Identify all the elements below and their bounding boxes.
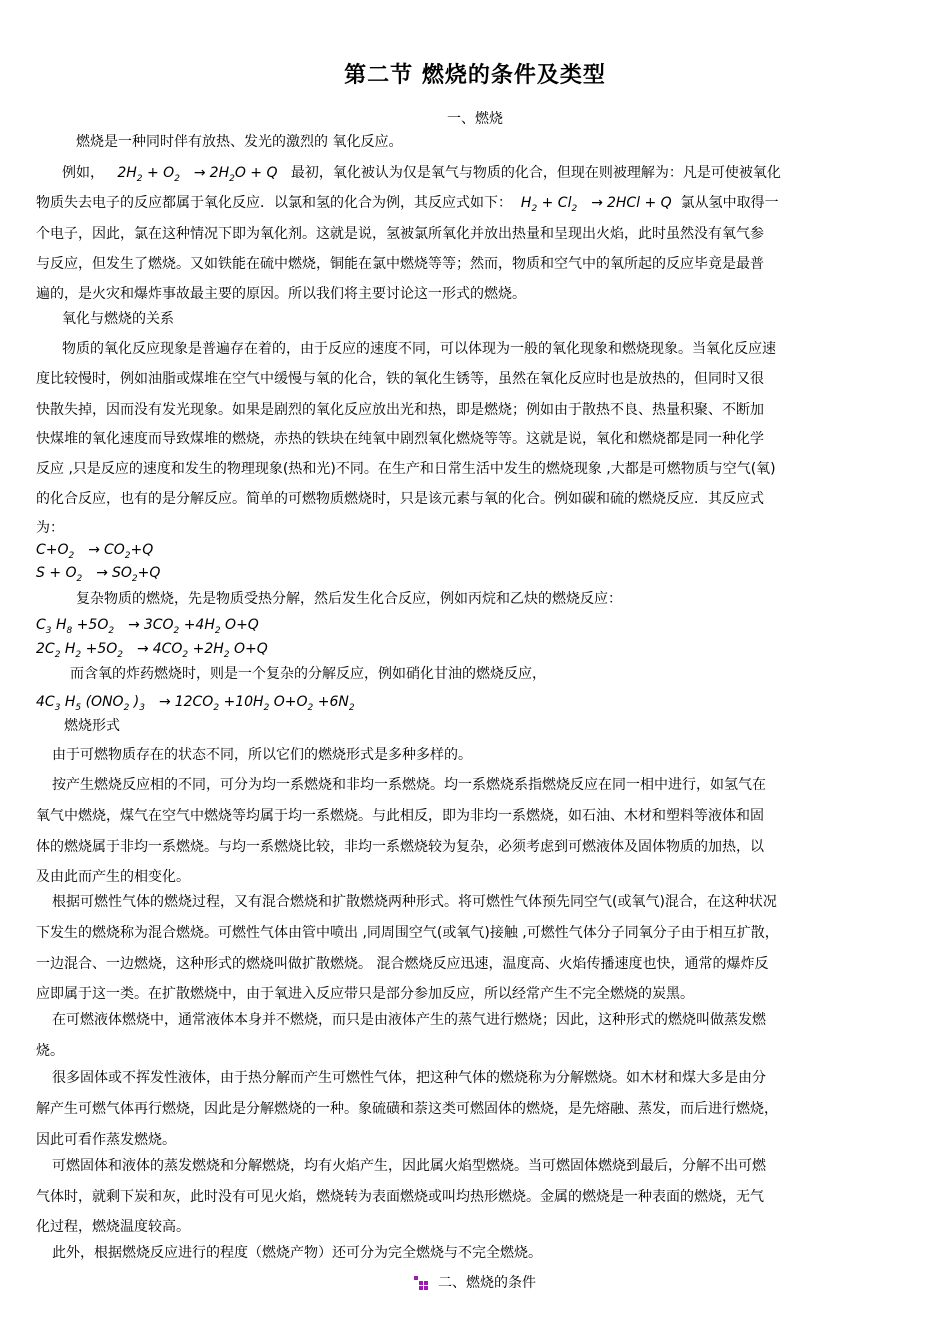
paragraph-line: 因此可看作蒸发燃烧。 [36,1132,176,1148]
paragraph-line: 按产生燃烧反应相的不同，可分为均一系燃烧和非均一系燃烧。均一系燃烧系指燃烧反应在同一相中进行，如氢气在 [52,777,766,793]
paragraph-line: 度比较慢时，例如油脂或煤堆在空气中缓慢与氧的化合，铁的氧化生锈等，虽然在氧化反应时也是放热的，但同时又很 [36,371,764,387]
formula-sulfur: $S + O_2 \to SO_2+Q$ [36,565,161,584]
paragraph-line: 个电子，因此，氯在这种情况下即为氧化剂。这就是说，氢被氯所氧化并放出热量和呈现出火焰，此时虽然没有氧气参 [36,226,764,242]
page-title: 第二节 燃烧的条件及类型 [344,63,606,88]
paragraph-line: 下发生的燃烧称为混合燃烧。可燃性气体由管中喷出 ,同周围空气(或氧气)接触 ,可燃性气体分子同氧分子由于相互扩散， [36,925,779,941]
subheading-combustion-forms: 燃烧形式 [64,718,120,734]
section-heading-conditions: 二、燃烧的条件 [0,1272,950,1292]
paragraph-line: 一边混合、一边燃烧，这种形式的燃烧叫做扩散燃烧。 混合燃烧反应迅速，温度高、火焰传播速度也快，通常的爆炸反 [36,956,769,972]
paragraph-line: 在可燃液体燃烧中，通常液体本身并不燃烧，而只是由液体产生的蒸气进行燃烧；因此，这种形式的燃烧叫做蒸发燃 [52,1012,766,1028]
formula-nitroglycerin: $4C_3$ $H_5$ ($ONO_2$ )$_3 \to 12CO_2 +10H_2$ $O+O_2 +6N_2$ [36,694,355,713]
paragraph-line: 燃烧是一种同时伴有放热、发光的激烈的 氧化反应。 [76,134,403,150]
paragraph-line: 遍的，是火灾和爆炸事故最主要的原因。所以我们将主要讨论这一形式的燃烧。 [36,286,526,302]
paragraph-line: 解产生可燃气体再行燃烧，因此是分解燃烧的一种。象硫磺和萘这类可燃固体的燃烧，是先熔融、蒸发，而后进行燃烧， [36,1101,778,1117]
paragraph-line: 很多固体或不挥发性液体，由于热分解而产生可燃性气体，把这种气体的燃烧称为分解燃烧。如木材和煤大多是由分 [52,1070,766,1086]
paragraph-line: 例如， $2H_2 + O_2 \to 2H_2O + Q$ 最初，氧化被认为仅是氧气与物质的化合，但现在则被理解为：凡是可使被氧化 [62,165,781,184]
paragraph-line: 快煤堆的氧化速度而导致煤堆的燃烧，赤热的铁块在纯氧中剧烈氧化燃烧等等。这就是说，氧化和燃烧都是同一种化学 [36,431,764,447]
paragraph-line: 可燃固体和液体的蒸发燃烧和分解燃烧，均有火焰产生，因此属火焰型燃烧。当可燃固体燃烧到最后，分解不出可燃 [52,1158,766,1174]
section-heading-combustion: 一、燃烧 [447,111,503,127]
paragraph-line: 物质的氧化反应现象是普遍存在着的，由于反应的速度不同，可以体现为一般的氧化现象和燃烧现象。当氧化反应速 [62,341,776,357]
paragraph-line: 化过程，燃烧温度较高。 [36,1219,190,1235]
paragraph-line: 物质失去电子的反应都属于氧化反应．以氯和氢的化合为例，其反应式如下： $H_2 + Cl_2 \to 2HCl + Q$ 氯从氢中取得一 [36,195,779,214]
bullet-decoration-icon [414,1276,428,1290]
paragraph-line: 快散失掉，因而没有发光现象。如果是剧烈的氧化反应放出光和热，即是燃烧；例如由于散热不良、热量积聚、不断加 [36,402,764,418]
formula-carbon: $C+O_2 \to CO_2+Q$ [36,542,154,561]
paragraph-line: 反应 ,只是反应的速度和发生的物理现象(热和光)不同。在生产和日常生活中发生的燃烧现象 ,大都是可燃物质与空气(氧) [36,461,776,477]
formula-h2-o2: $2H_2 + O_2 \to 2H_2O + Q$ [108,165,287,184]
paragraph-line: 为： [36,520,64,536]
paragraph-line: 烧。 [36,1043,64,1059]
paragraph-line: 及由此而产生的相变化。 [36,869,190,885]
paragraph-line: 氧气中燃烧，煤气在空气中燃烧等均属于均一系燃烧。与此相反，即为非均一系燃烧，如石油、木材和塑料等液体和固 [36,808,764,824]
paragraph-line: 由于可燃物质存在的状态不同，所以它们的燃烧形式是多种多样的。 [52,747,472,763]
paragraph-line: 气体时，就剩下炭和灰，此时没有可见火焰，燃烧转为表面燃烧或叫均热形燃烧。金属的燃烧是一种表面的燃烧，无气 [36,1189,764,1205]
paragraph-line: 复杂物质的燃烧，先是物质受热分解，然后发生化合反应，例如丙烷和乙炔的燃烧反应： [76,591,622,607]
paragraph-line: 根据可燃性气体的燃烧过程，又有混合燃烧和扩散燃烧两种形式。将可燃性气体预先同空气(或氧气)混合，在这种状况 [52,894,777,910]
formula-h2-cl2: $H_2 + Cl_2 \to 2HCl + Q$ [516,195,677,214]
paragraph-line: 体的燃烧属于非均一系燃烧。与均一系燃烧比较，非均一系燃烧较为复杂，必须考虑到可燃液体及固体物质的加热，以 [36,839,764,855]
formula-propane: $C_3$ $H_8 +5O_2 \to 3CO_2 +4H_2$ O+Q [36,617,259,636]
paragraph-line: 应即属于这一类。在扩散燃烧中，由于氧进入反应带只是部分参加反应，所以经常产生不完全燃烧的炭黑。 [36,986,694,1002]
paragraph-line: 的化合反应，也有的是分解反应。简单的可燃物质燃烧时，只是该元素与氧的化合。例如碳和硫的燃烧反应．其反应式 [36,491,764,507]
paragraph-line: 而含氧的炸药燃烧时，则是一个复杂的分解反应，例如硝化甘油的燃烧反应， [70,666,546,682]
subheading-oxidation-combustion: 氧化与燃烧的关系 [62,311,174,327]
paragraph-line: 此外，根据燃烧反应进行的程度（燃烧产物）还可分为完全燃烧与不完全燃烧。 [52,1245,542,1261]
formula-acetylene: $2C_2$ $H_2 +5O_2 \to 4CO_2 +2H_2$ O+Q [36,641,268,660]
paragraph-line: 与反应，但发生了燃烧。又如铁能在硫中燃烧，铜能在氯中燃烧等等；然而，物质和空气中的氧所起的反应毕竟是最普 [36,256,764,272]
